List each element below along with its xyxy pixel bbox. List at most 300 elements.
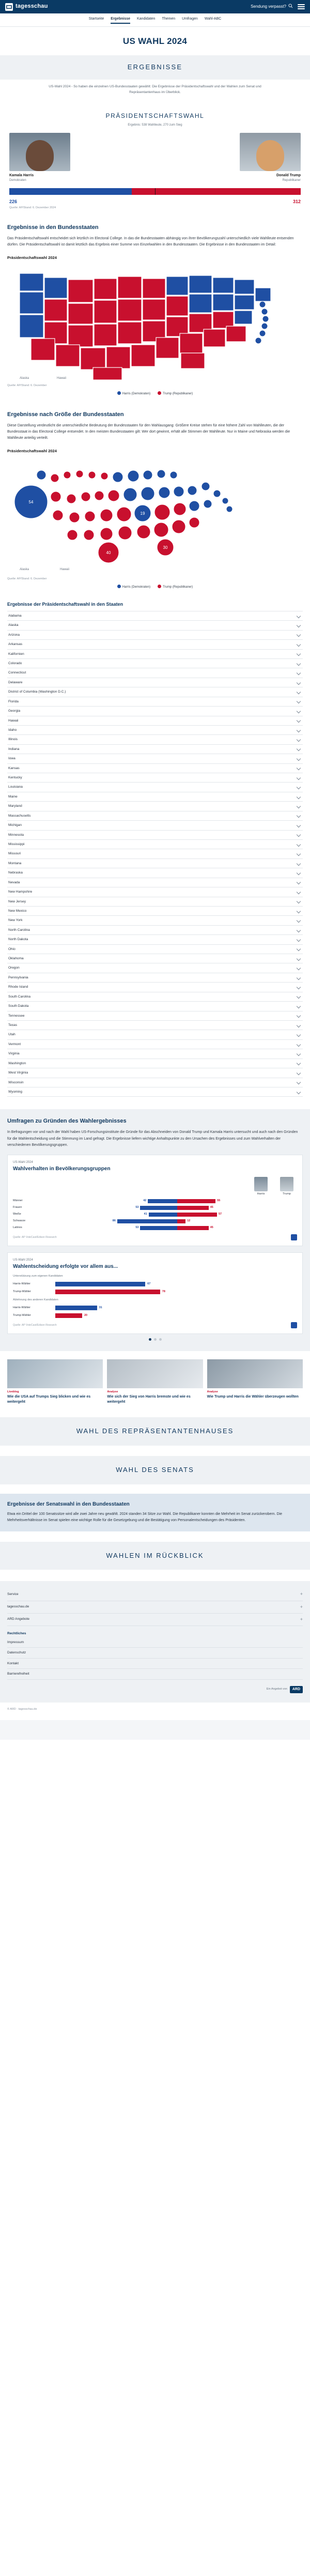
top-bar	[0, 0, 310, 13]
state-label: South Dakota	[8, 1004, 29, 1008]
state-row[interactable]	[7, 887, 303, 897]
chevron-down-icon[interactable]	[297, 652, 301, 656]
state-row[interactable]	[7, 1040, 303, 1049]
electoral-values	[0, 197, 310, 205]
teaser-row	[0, 1351, 310, 1407]
state-label: Utah	[8, 1033, 16, 1037]
chevron-down-icon[interactable]	[297, 918, 301, 923]
chart1-left	[57, 1206, 177, 1210]
chevron-down-icon[interactable]	[297, 757, 301, 761]
house-band-title: WAHL DES REPRÄSENTANTENHAUSES	[0, 1417, 310, 1446]
state-row[interactable]	[7, 1011, 303, 1021]
teaser-thumb-2	[207, 1359, 303, 1388]
surveys-heading: Umfragen zu Gründen des Wahlergebnisses	[7, 1118, 127, 1125]
teaser-1[interactable]	[107, 1359, 203, 1405]
chevron-down-icon[interactable]	[297, 633, 301, 637]
teaser-headline-0: Wie die USA auf Trumps Sieg blicken und wie es weitergeht	[7, 1395, 91, 1404]
chart2-bar	[55, 1306, 97, 1310]
us-choropleth-map[interactable]	[7, 264, 303, 383]
state-label: Kentucky	[8, 776, 22, 780]
state-row[interactable]	[7, 1049, 303, 1059]
state-label: Mississippi	[8, 842, 25, 846]
candidate-harris	[9, 133, 70, 183]
chevron-down-icon[interactable]	[297, 985, 301, 989]
senate-info-text: Etwa ein Drittel der 100 Senatssitze wird alle zwei Jahre neu gewählt. 2024 standen 34 Sitze zur Wahl. Die Republikaner konnten die Mehrheit im Senat zurückerobern. Die Mehrheitsverhältnisse im Senat spielen eine wichtige Rolle für die Gesetzgebung und die Bestätigung von Personalentscheidungen des Präsidenten.	[7, 1512, 283, 1523]
chevron-down-icon[interactable]	[297, 614, 301, 618]
state-label: New Hampshire	[8, 890, 33, 894]
footer-provider	[7, 1680, 303, 1693]
bubble-legend-rep	[158, 585, 193, 590]
chart1-col-harris-label: Harris	[257, 1192, 265, 1196]
brand-text: tagesschau	[16, 3, 48, 10]
chart1-left-bar	[140, 1226, 177, 1230]
chart2-category: Trump-Wähler	[13, 1290, 31, 1293]
footer-section-label-1: tagesschau.de	[7, 1605, 29, 1609]
ard-logo-footer-icon: ARD	[290, 1686, 303, 1693]
footer-links-head: Rechtliches	[7, 1631, 26, 1635]
chart1-right-bar	[177, 1219, 185, 1223]
state-label: Alabama	[8, 614, 22, 618]
chart1-right-value: 57	[218, 1213, 222, 1216]
state-label: South Carolina	[8, 994, 30, 999]
chart2-row	[13, 1290, 297, 1294]
chart2-track	[55, 1282, 297, 1286]
state-row[interactable]	[7, 716, 303, 726]
svg-text:Alaska: Alaska	[20, 376, 29, 380]
state-row[interactable]	[7, 916, 303, 925]
chevron-down-icon[interactable]	[297, 909, 301, 913]
state-row[interactable]	[7, 687, 303, 697]
state-row[interactable]	[7, 726, 303, 735]
chart-card-voting-groups	[7, 1155, 303, 1246]
state-label: Kansas	[8, 766, 20, 770]
page-title: US WAHL 2024	[122, 36, 188, 47]
carousel-dot-3[interactable]	[159, 1338, 162, 1341]
chart2-category: Trump-Wähler	[13, 1313, 31, 1317]
state-row[interactable]	[7, 849, 303, 858]
chart1-right-value: 55	[217, 1199, 221, 1203]
chart2-category: Harris-Wähler	[13, 1282, 30, 1285]
state-row[interactable]	[7, 783, 303, 792]
chart2-track	[55, 1290, 297, 1294]
chart2-row	[13, 1313, 297, 1318]
footer-section-2[interactable]	[7, 1614, 303, 1626]
state-label: Indiana	[8, 747, 20, 751]
chevron-down-icon[interactable]	[297, 966, 301, 970]
state-row[interactable]	[7, 621, 303, 630]
chevron-down-icon[interactable]	[297, 680, 301, 684]
footer-link-label-2: Kontakt	[7, 1661, 19, 1665]
state-row[interactable]	[7, 802, 303, 811]
state-row[interactable]	[7, 650, 303, 659]
ard-logo-icon	[5, 3, 13, 11]
state-label: District of Columbia (Washington D.C.)	[8, 690, 66, 694]
nav-item-3[interactable]: Themen	[162, 17, 176, 21]
state-label: Oregon	[8, 966, 20, 970]
footer-provider-label: Ein Angebot von	[266, 1687, 287, 1691]
state-label: Connecticut	[8, 671, 26, 675]
state-label: Washington	[8, 1061, 26, 1065]
chevron-down-icon[interactable]	[297, 833, 301, 837]
svg-text:Hawaii: Hawaii	[60, 568, 70, 572]
state-row[interactable]	[7, 659, 303, 668]
nav-item-4[interactable]: Umfragen	[182, 17, 198, 21]
chart2-bar	[55, 1290, 160, 1294]
state-label: Illinois	[8, 738, 18, 742]
chevron-down-icon[interactable]	[297, 842, 301, 846]
chevron-down-icon[interactable]	[297, 785, 301, 789]
chart-card-vote-motivation	[7, 1252, 303, 1334]
chart1-row	[13, 1213, 297, 1217]
chevron-down-icon[interactable]	[297, 766, 301, 770]
electoral-bar-dem	[9, 188, 132, 195]
state-label: New Mexico	[8, 909, 27, 913]
chevron-down-icon[interactable]	[297, 690, 301, 694]
chart2-track	[55, 1306, 297, 1310]
chart2-footer	[13, 1322, 297, 1328]
footer-link-label-0: Impressum	[7, 1640, 24, 1645]
chevron-down-icon[interactable]	[297, 1033, 301, 1037]
state-row[interactable]	[7, 697, 303, 707]
brand-logo[interactable]	[5, 3, 48, 11]
senate-info	[0, 1494, 310, 1531]
nav-item-0[interactable]: Startseite	[88, 17, 104, 21]
chart1-kicker: US-Wahl 2024	[13, 1161, 33, 1164]
teaser-kicker-2: Analyse	[207, 1390, 218, 1394]
state-row[interactable]	[7, 678, 303, 687]
state-row[interactable]	[7, 792, 303, 802]
carousel-dot-1[interactable]	[149, 1338, 151, 1341]
state-row[interactable]	[7, 668, 303, 678]
state-label: Florida	[8, 699, 19, 703]
candidate-photo-harris	[9, 133, 70, 171]
us-bubble-svg	[7, 457, 303, 576]
state-row[interactable]	[7, 811, 303, 821]
search-button[interactable]	[251, 4, 293, 10]
chevron-down-icon[interactable]	[297, 699, 301, 703]
presidential-heading: PRÄSIDENTSCHAFTSWAHL	[105, 112, 205, 119]
state-row[interactable]	[7, 973, 303, 983]
teaser-0[interactable]	[7, 1359, 103, 1405]
svg-text:40: 40	[106, 550, 111, 556]
chevron-down-icon[interactable]	[297, 880, 301, 884]
chart1-category: Männer	[13, 1199, 23, 1203]
footer-section-1[interactable]	[7, 1601, 303, 1614]
results-band-title: ERGEBNISSE	[0, 55, 310, 80]
state-row[interactable]	[7, 773, 303, 783]
state-label: Pennsylvania	[8, 975, 28, 979]
chart1-source: Quelle: AP VoteCast/Edison Research	[13, 1235, 57, 1239]
chevron-down-icon[interactable]	[297, 794, 301, 799]
chart1-left	[57, 1213, 177, 1217]
state-row[interactable]	[7, 868, 303, 878]
chart2-value: 31	[99, 1306, 102, 1309]
state-row[interactable]	[7, 963, 303, 973]
map-states-text: Das Präsidentschaftswahl entscheidet sich letztlich im Electoral College. In das die Bundesstaaten abhängig von ihrer Bevölkerungszahl unterschiedlich viele Wahlleute entsenden dürfen. Die Präsidentschaftswahl ist damit letztlich das Ergebnis einer Summe von Einzelwahlen in den Bundesstaaten. Die Ergebnisse in den Bundesstaaten im Detail:	[7, 236, 294, 247]
state-label: Nevada	[8, 880, 20, 884]
footer-link-0[interactable]	[7, 1637, 303, 1648]
state-row[interactable]	[7, 983, 303, 992]
footer-link-3[interactable]	[7, 1669, 303, 1679]
state-row[interactable]	[7, 764, 303, 773]
legend-rep-label: Trump (Republikaner)	[163, 392, 193, 395]
chevron-down-icon[interactable]	[297, 994, 301, 999]
chevron-down-icon[interactable]	[297, 1023, 301, 1027]
main-nav	[0, 13, 310, 27]
state-row[interactable]	[7, 1030, 303, 1039]
chevron-down-icon[interactable]	[297, 975, 301, 979]
state-row[interactable]	[7, 840, 303, 849]
nav-item-2[interactable]: Kandidaten	[137, 17, 156, 21]
avatar-harris	[254, 1177, 268, 1191]
chevron-down-icon[interactable]	[297, 957, 301, 961]
chart1-left	[57, 1226, 177, 1230]
state-label: Iowa	[8, 757, 16, 761]
chart2-row	[13, 1282, 297, 1286]
state-label: Oklahoma	[8, 957, 24, 961]
copyright: © ARD · tagesschau.de	[7, 1707, 37, 1711]
state-label: Virginia	[8, 1052, 20, 1056]
bubble-legend-rep-label: Trump (Republikaner)	[163, 586, 193, 589]
state-row[interactable]	[7, 611, 303, 621]
chart1-left-value: 53	[135, 1206, 139, 1209]
chart1-right-bar	[177, 1226, 209, 1230]
state-label: Michigan	[8, 823, 22, 827]
candidate-party-harris: Demokraten	[9, 178, 26, 182]
state-row[interactable]	[7, 945, 303, 954]
candidates-row	[0, 133, 310, 183]
chevron-down-icon[interactable]	[297, 1004, 301, 1008]
chevron-down-icon[interactable]	[297, 871, 301, 875]
chart1-left-value: 53	[135, 1226, 139, 1230]
state-row[interactable]	[7, 1068, 303, 1078]
chevron-down-icon[interactable]	[297, 814, 301, 818]
presidential-subtitle: Ergebnis: 538 Wahlleute, 270 zum Sieg	[128, 124, 182, 127]
state-label: West Virginia	[8, 1071, 28, 1075]
state-label: Ohio	[8, 947, 16, 951]
chart1-right	[177, 1219, 297, 1223]
state-row[interactable]	[7, 878, 303, 887]
chart1-left-value: 42	[143, 1199, 147, 1203]
state-row[interactable]	[7, 935, 303, 944]
chart1-legend	[13, 1177, 297, 1197]
state-row[interactable]	[7, 954, 303, 963]
plus-icon-2[interactable]: +	[300, 1616, 303, 1622]
state-label: Maine	[8, 794, 18, 799]
hamburger-menu-icon[interactable]	[298, 4, 305, 9]
svg-text:Hawaii: Hawaii	[57, 376, 67, 380]
chart1-col-trump-label: Trump	[283, 1192, 291, 1196]
footer-link-1[interactable]	[7, 1648, 303, 1658]
chart2-value: 78	[162, 1290, 165, 1293]
chart1-col-harris	[252, 1177, 270, 1197]
chart2-bar	[55, 1313, 82, 1318]
nav-item-5[interactable]: Wahl-ABC	[204, 17, 222, 21]
chevron-down-icon[interactable]	[297, 804, 301, 808]
state-row[interactable]	[7, 992, 303, 1002]
chevron-down-icon[interactable]	[297, 861, 301, 865]
chart2-row	[13, 1306, 297, 1310]
senate-band-title: WAHL DES SENATS	[0, 1456, 310, 1484]
state-row[interactable]	[7, 735, 303, 744]
chevron-down-icon[interactable]	[297, 1061, 301, 1065]
chevron-down-icon[interactable]	[297, 938, 301, 942]
footer	[0, 1581, 310, 1702]
teaser-kicker-0: Liveblog	[7, 1390, 19, 1394]
chart1-row	[13, 1199, 297, 1203]
candidate-name-harris: Kamala Harris	[9, 173, 34, 177]
state-label: Rhode Island	[8, 985, 28, 989]
chevron-down-icon[interactable]	[297, 1071, 301, 1075]
candidate-party-trump: Republikaner	[282, 178, 301, 182]
chart1-category: Latinos	[13, 1226, 22, 1230]
bubble-legend-dem	[117, 585, 150, 590]
carousel-dots[interactable]	[7, 1338, 303, 1341]
state-row[interactable]	[7, 707, 303, 716]
legend-dem	[117, 391, 150, 396]
chevron-down-icon[interactable]	[297, 947, 301, 951]
chart1-right	[177, 1199, 297, 1203]
chevron-down-icon[interactable]	[297, 709, 301, 713]
chevron-down-icon[interactable]	[297, 642, 301, 647]
footer-link-label-3: Barrierefreiheit	[7, 1672, 29, 1676]
state-label: New Jersey	[8, 899, 26, 903]
us-bubble-map[interactable]	[7, 457, 303, 576]
state-label: Wisconsin	[8, 1080, 24, 1084]
state-accordion	[7, 611, 303, 1097]
surveys-section	[0, 1109, 310, 1351]
chevron-down-icon[interactable]	[297, 623, 301, 627]
state-row[interactable]	[7, 1087, 303, 1097]
state-row[interactable]	[7, 745, 303, 754]
senate-info-heading: Ergebnisse der Senatswahl in den Bundesstaaten	[7, 1501, 130, 1507]
chart1-left-bar	[140, 1206, 177, 1210]
chart1-right-value: 45	[210, 1226, 213, 1230]
avatar-trump	[280, 1177, 293, 1191]
chevron-down-icon[interactable]	[297, 671, 301, 675]
chevron-down-icon[interactable]	[297, 718, 301, 723]
plus-icon-1[interactable]: +	[300, 1604, 303, 1609]
legend-rep	[158, 391, 193, 396]
electors-harris: 226	[9, 198, 18, 204]
chevron-down-icon[interactable]	[297, 890, 301, 894]
map-size-subhead: Präsidentschaftswahl 2024	[7, 449, 57, 454]
state-row[interactable]	[7, 859, 303, 868]
chart2-category: Harris-Wähler	[13, 1306, 30, 1309]
share-icon-2[interactable]	[291, 1322, 297, 1328]
state-row[interactable]	[7, 926, 303, 935]
chart1-right	[177, 1226, 297, 1230]
carousel-dot-2[interactable]	[154, 1338, 157, 1341]
share-icon[interactable]	[291, 1234, 297, 1240]
footer-link-label-1: Datenschutz	[7, 1651, 26, 1655]
teaser-2[interactable]	[207, 1359, 303, 1405]
state-label: Massachusetts	[8, 814, 31, 818]
map-size-text: Diese Darstellung verdeutlicht die unterschiedliche Bedeutung der Bundesstaaten für den Wahlausgang: Größere Kreise stehen für eine höhere Zahl von Wahlleuten, die der Bundesstaat in das Electoral College entsendet. In den meisten Bundesstaaten gilt: Wer dort gewinnt, erhält alle Stimmen der Wahlleute. Nur in Maine und Nebraska werden die Wahlleute anteilig verteilt.	[7, 423, 290, 440]
plus-icon-0[interactable]: +	[300, 1591, 303, 1597]
teaser-thumb-1	[107, 1359, 203, 1388]
footer-section-label-2: ARD Angebote	[7, 1617, 30, 1621]
candidate-name-trump: Donald Trump	[276, 173, 301, 177]
chart1-title: Wahlverhalten in Bevölkerungsgruppen	[13, 1166, 111, 1172]
chevron-down-icon[interactable]	[297, 776, 301, 780]
electoral-source: Quelle: AP/Stand: 6. Dezember 2024	[9, 206, 56, 209]
chevron-down-icon[interactable]	[297, 823, 301, 827]
state-label: New York	[8, 918, 23, 923]
state-row[interactable]	[7, 1002, 303, 1011]
svg-text:30: 30	[163, 545, 168, 550]
state-row[interactable]	[7, 1059, 303, 1068]
state-label: Minnesota	[8, 833, 24, 837]
state-row[interactable]	[7, 821, 303, 830]
state-label: Arkansas	[8, 642, 23, 647]
chevron-down-icon[interactable]	[297, 661, 301, 665]
state-row[interactable]	[7, 640, 303, 649]
chevron-down-icon[interactable]	[297, 1080, 301, 1084]
state-row[interactable]	[7, 907, 303, 916]
chevron-down-icon[interactable]	[297, 747, 301, 751]
chart1-right	[177, 1206, 297, 1210]
majority-marker	[155, 188, 156, 195]
chart1-col-trump	[277, 1177, 296, 1197]
chart2-value: 20	[84, 1313, 88, 1317]
chart1-rows	[13, 1199, 297, 1230]
chevron-down-icon[interactable]	[297, 738, 301, 742]
chart2-group1-rows	[13, 1282, 297, 1294]
surveys-text: In Befragungen vor und nach der Wahl haben US-Forschungsinstitute die Gründe für das Abschneiden von Donald Trump und Kamala Harris untersucht und auch nach den Gründen für die Wahlentscheidung und die Stimmung im Land gefragt. Die Ergebnisse liefern wichtige Anhaltspunkte zu den Ursachen des Ergebnisses und zum Wahlverhalten der verschiedenen Bevölkerungsgruppen.	[7, 1130, 298, 1147]
svg-text:54: 54	[28, 500, 34, 505]
chevron-down-icon[interactable]	[297, 1042, 301, 1046]
chart1-left-value: 86	[112, 1219, 116, 1223]
state-row[interactable]	[7, 754, 303, 763]
top-bar-actions	[251, 4, 305, 10]
chevron-down-icon[interactable]	[297, 899, 301, 903]
chevron-down-icon[interactable]	[297, 1014, 301, 1018]
state-label: Idaho	[8, 728, 17, 732]
chart1-right-value: 12	[187, 1219, 191, 1223]
svg-text:Alaska: Alaska	[20, 568, 29, 572]
state-row[interactable]	[7, 831, 303, 840]
candidate-photo-trump	[240, 133, 301, 171]
chart1-left-bar	[149, 1213, 177, 1217]
state-row[interactable]	[7, 1021, 303, 1030]
chart2-bar	[55, 1282, 145, 1286]
chart1-left	[57, 1199, 177, 1203]
chevron-down-icon[interactable]	[297, 1052, 301, 1056]
nav-item-1[interactable]: Ergebnisse	[111, 17, 130, 24]
teaser-headline-2: Wie Trump und Harris die Wähler überzeugen wollten	[207, 1395, 299, 1399]
map-size-heading: Ergebnisse nach Größe der Bundesstaaten	[7, 411, 124, 418]
chevron-down-icon[interactable]	[297, 928, 301, 932]
map-states-heading: Ergebnisse in den Bundesstaaten	[7, 224, 99, 231]
state-row[interactable]	[7, 631, 303, 640]
chevron-down-icon[interactable]	[297, 728, 301, 732]
footer-section-0[interactable]	[7, 1588, 303, 1601]
bubble-legend-dem-label: Harris (Demokraten)	[122, 586, 151, 589]
candidate-trump	[240, 133, 301, 183]
state-row[interactable]	[7, 897, 303, 907]
state-row[interactable]	[7, 1078, 303, 1087]
chart1-category: Schwarze	[13, 1219, 26, 1223]
state-label: Louisiana	[8, 785, 23, 789]
chart2-group1-label: Unterstützung zum eigenen Kandidaten	[13, 1275, 63, 1278]
footer-link-2[interactable]	[7, 1659, 303, 1669]
state-label: Texas	[8, 1023, 17, 1028]
chevron-down-icon[interactable]	[297, 852, 301, 856]
state-list-title: Ergebnisse der Präsidentschaftswahl in den Staaten	[7, 601, 123, 607]
state-label: Montana	[8, 861, 22, 865]
chevron-down-icon[interactable]	[297, 1090, 301, 1094]
